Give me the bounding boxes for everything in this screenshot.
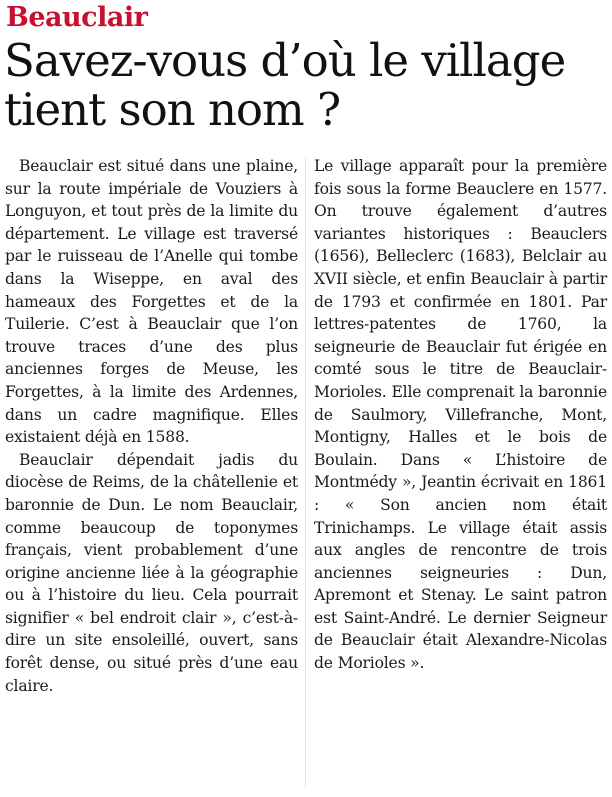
body-paragraph: Beauclair dépendait jadis du diocèse de Reims, de la châtellenie et baronnie de Dun. Le nom Beauclair, comme beaucoup de toponymes français, vient probablement d’une origine ancienne liée à la géographie ou à l’histoire du lieu. Cela pourrait signifier « bel endroit clair », c’est-à-dire un site ensoleillé, ouvert, sans forêt dense, ou situé près d’une eau claire. xyxy=(5,450,298,695)
section-kicker: Beauclair xyxy=(6,2,148,33)
article-body xyxy=(5,155,607,795)
body-paragraph: Beauclair est situé dans une plaine, sur la route impériale de Vouziers à Longuyon, et tout près de la limite du département. Le village est traversé par le ruisseau de l’Anelle qui tombe dans la Wiseppe, en aval des hameaux des Forgettes et de la Tuilerie. C’est à Beauclair que l’on trouve traces d’une des plus anciennes forges de Meuse, les Forgettes, à la limite des Ardennes, dans un cadre magnifique. Elles existaient déjà en 1588. xyxy=(5,157,298,447)
right-column xyxy=(314,155,607,795)
body-paragraph: Le village apparaît pour la première fois sous la forme Beauclere en 1577. On trouve également d’autres variantes historiques : Beauclers (1656), Belleclerc (1683), Belclair au XVII siècle, et enfin Beauclair à partir de 1793 et confirmée en 1801. Par lettres-patentes de 1760, la seigneurie de Beauclair fut érigée en comté sous le titre de Beauclair-Morioles. Elle comprenait la baronnie de Saulmory, Villefranche, Mont, Montigny, Halles et le bois de Boulain. Dans « L’histoire de Montmédy », Jeantin écrivait en 1861 : « Son ancien nom était Trinichamps. Le village était assis aux angles de rencontre de trois anciennes seigneuries : Dun, Apremont et Stenay. Le saint patron est Saint-André. Le dernier Seigneur de Beauclair était Alexandre-Nicolas de Morioles ». xyxy=(314,157,607,673)
article-headline: Savez-vous d’où le village tient son nom ? xyxy=(4,34,566,136)
left-column xyxy=(5,155,298,795)
